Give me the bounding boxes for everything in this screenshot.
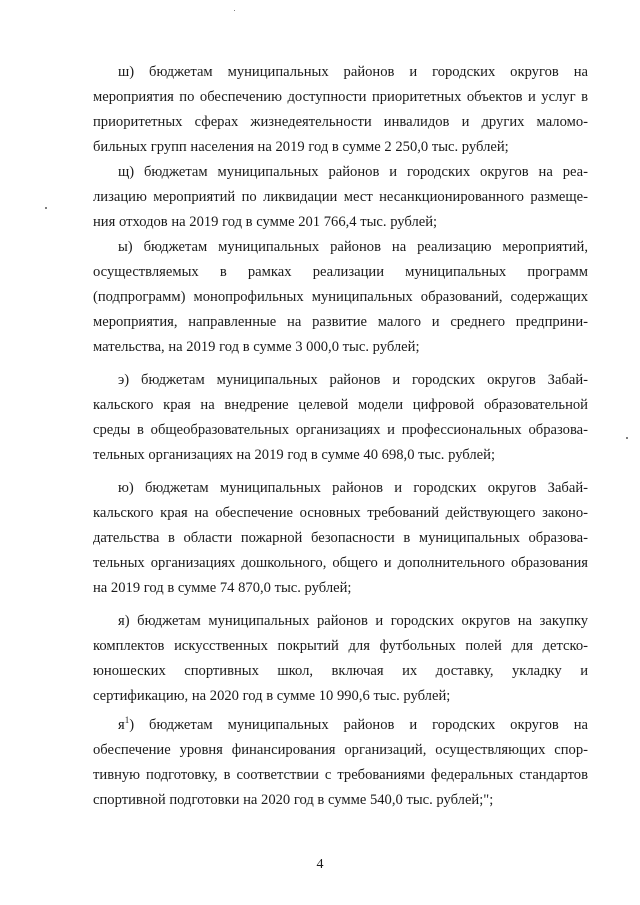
text-line: кальского края на внедрение целевой модели цифровой образовательной	[93, 397, 588, 413]
page-number: 4	[316, 857, 324, 872]
text-line: комплектов искусственных покрытий для футбольных полей для детско-	[93, 638, 588, 654]
text-line: спортивной подготовки на 2020 год в сумме 540,0 тыс. рублей;";	[93, 792, 494, 808]
text-line: мероприятия по обеспечению доступности приоритетных объектов и услуг в	[93, 89, 588, 105]
scan-speck	[234, 10, 235, 11]
text-line: мероприятия, направленные на развитие малого и среднего предприни-	[93, 314, 588, 330]
text-line: кальского края на обеспечение основных требований действующего законо-	[93, 505, 588, 521]
text-line: лизацию мероприятий по ликвидации мест несанкционированного размеще-	[93, 189, 588, 205]
text-line: (подпрограмм) монопрофильных муниципальных образований, содержащих	[93, 289, 588, 305]
text-line: дательства в области пожарной безопасности в муниципальных образова-	[93, 530, 588, 546]
text-line: ю) бюджетам муниципальных районов и городских округов Забай-	[118, 480, 588, 496]
text-line: щ) бюджетам муниципальных районов и городских округов на реа-	[118, 164, 588, 180]
item-letter: я	[118, 717, 125, 733]
text-line: обеспечение уровня финансирования организаций, осуществляющих спор-	[93, 742, 588, 758]
text-line: осуществляемых в рамках реализации муниципальных программ	[93, 264, 588, 280]
text-line: я) бюджетам муниципальных районов и городских округов на закупку	[118, 613, 588, 629]
text-line: тельных организациях дошкольного, общего и дополнительного образования	[93, 555, 588, 571]
text-line: тивную подготовку, в соответствии с требованиями федеральных стандартов	[93, 767, 588, 783]
text-line: среды в общеобразовательных организациях и профессиональных образова-	[93, 422, 588, 438]
text-line: тельных организациях на 2019 год в сумме 40 698,0 тыс. рублей;	[93, 447, 495, 463]
text-line: на 2019 год в сумме 74 870,0 тыс. рублей;	[93, 580, 352, 596]
text-line: э) бюджетам муниципальных районов и городских округов Забай-	[118, 372, 588, 388]
text-line: ния отходов на 2019 год в сумме 201 766,4 тыс. рублей;	[93, 214, 438, 230]
item-paren: )	[129, 717, 135, 733]
text-line: ы) бюджетам муниципальных районов на реализацию мероприятий,	[118, 239, 588, 255]
scan-speck	[626, 437, 628, 439]
text-line: сертификацию, на 2020 год в сумме 10 990,6 тыс. рублей;	[93, 688, 451, 704]
item-superscript: 1	[124, 716, 130, 726]
item-text: бюджетам муниципальных районов и городских округов на	[149, 717, 588, 733]
text-line: юношеских спортивных школ, включая их доставку, укладку и	[93, 663, 588, 679]
scan-speck	[45, 207, 47, 209]
text-line: ш) бюджетам муниципальных районов и городских округов на	[118, 64, 588, 80]
text-line: бильных групп населения на 2019 год в сумме 2 250,0 тыс. рублей;	[93, 139, 509, 155]
text-line: приоритетных сферах жизнедеятельности инвалидов и других маломо-	[93, 114, 588, 130]
text-line-superscript-item	[118, 716, 588, 734]
text-line: мательства, на 2019 год в сумме 3 000,0 тыс. рублей;	[93, 339, 420, 355]
